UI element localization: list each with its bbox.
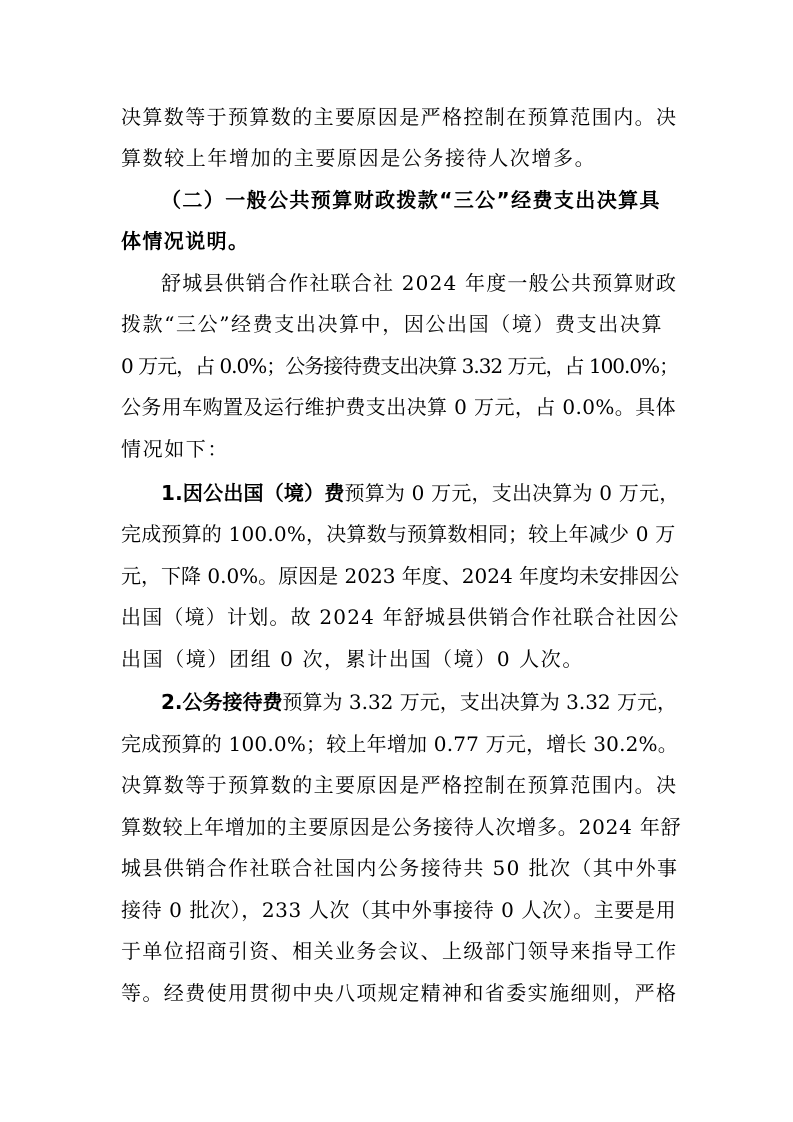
paragraph-line: 城县供销合作社联合社国内公务接待共 50 批次（其中外事 <box>121 856 679 880</box>
item-2-label: 2.公务接待费 <box>161 690 283 714</box>
item-2-text: 预算为 3.32 万元，支出决算为 3.32 万元， <box>282 690 678 714</box>
paragraph-line: 0 万元，占 0.0%；公务接待费支出决算 3.32 万元，占 100.0%； <box>121 354 679 378</box>
paragraph-line: 等。经费使用贯彻中央八项规定精神和省委实施细则，严格 <box>121 981 678 1005</box>
paragraph-line: 决算数等于预算数的主要原因是严格控制在预算范围内。决 <box>121 105 678 129</box>
item-1-line <box>161 480 681 506</box>
paragraph-line: 接待 0 批次），233 人次（其中外事接待 0 人次）。主要是用 <box>121 898 677 922</box>
paragraph-line: 完成预算的 100.0%；较上年增加 0.77 万元，增长 30.2%。 <box>121 732 678 756</box>
paragraph-line: 算数较上年增加的主要原因是公务接待人次增多。 <box>121 146 597 170</box>
section-heading-continued: 体情况说明。 <box>121 229 250 253</box>
paragraph-line: 完成预算的 100.0%，决算数与预算数相同；较上年减少 0 万 <box>121 522 676 546</box>
item-1-text: 预算为 0 万元，支出决算为 0 万元， <box>344 481 680 505</box>
paragraph-line: 算数较上年增加的主要原因是公务接待人次增多。2024 年舒 <box>121 815 681 839</box>
paragraph-line: 于单位招商引资、相关业务会议、上级部门领导来指导工作 <box>121 939 678 963</box>
paragraph-line: 出国（境）团组 0 次，累计出国（境）0 人次。 <box>121 647 584 671</box>
section-heading: （二）一般公共预算财政拨款“三公”经费支出决算具 <box>161 188 661 212</box>
paragraph-line: 舒城县供销合作社联合社 2024 年度一般公共预算财政 <box>161 271 678 295</box>
paragraph-line: 决算数等于预算数的主要原因是严格控制在预算范围内。决 <box>121 773 678 797</box>
paragraph-line: 公务用车购置及运行维护费支出决算 0 万元，占 0.0%。具体 <box>121 395 677 419</box>
paragraph-line: 元，下降 0.0%。原因是 2023 年度、2024 年度均未安排因公 <box>121 564 680 588</box>
paragraph-line: 情况如下： <box>121 437 229 461</box>
paragraph-line: 拨款“三公”经费支出决算中，因公出国（境）费支出决算 <box>121 312 664 336</box>
item-2-line <box>161 689 681 715</box>
paragraph-line: 出国（境）计划。故 2024 年舒城县供销合作社联合社因公 <box>121 605 680 629</box>
item-1-label: 1.因公出国（境）费 <box>161 481 345 505</box>
